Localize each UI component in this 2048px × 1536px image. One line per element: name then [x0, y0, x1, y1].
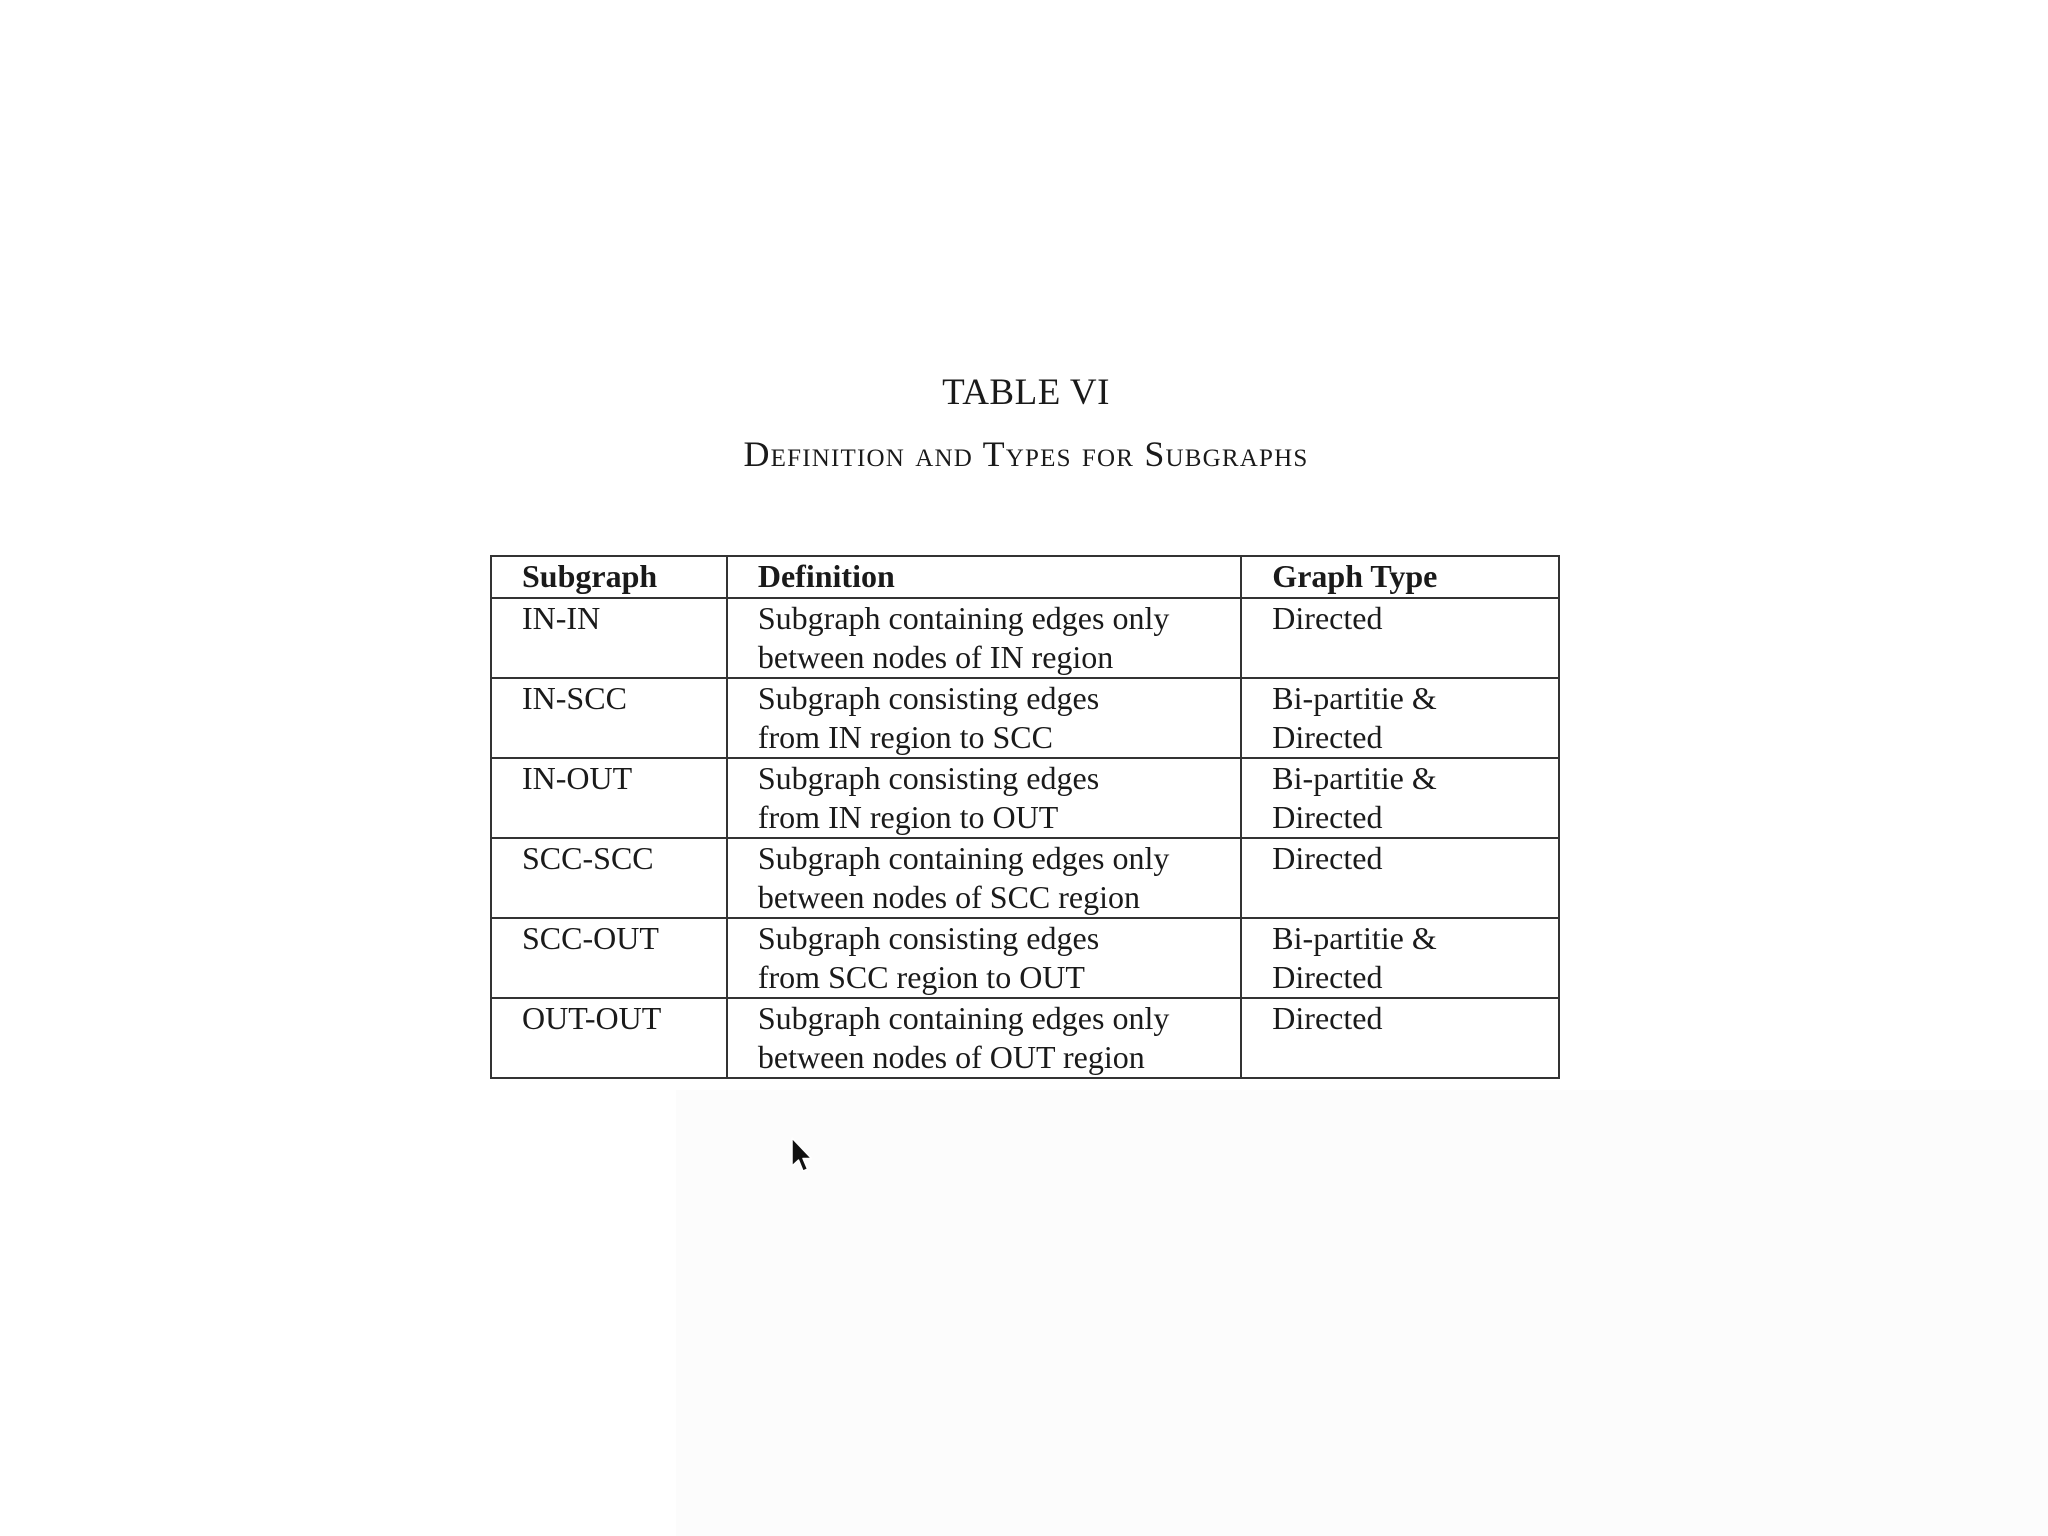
definition-cell — [727, 758, 1241, 838]
graph-type-cell: Directed — [1241, 998, 1559, 1078]
graph-type-cell: Directed — [1241, 598, 1559, 678]
page-background-panel — [676, 1090, 2048, 1536]
table-number: TABLE VI — [942, 372, 1110, 413]
table-row — [491, 758, 1559, 838]
definition-line: Subgraph consisting edges — [757, 760, 1100, 796]
definition-line: Subgraph containing edges only — [757, 1000, 1170, 1036]
mouse-pointer-icon — [790, 1137, 814, 1175]
definition-line: Subgraph containing edges only — [757, 600, 1170, 636]
definition-line: Subgraph containing edges only — [757, 840, 1170, 876]
subgraph-cell: IN-IN — [491, 598, 727, 678]
graph-type-cell: Bi-partitie & Directed — [1241, 678, 1559, 758]
table-caption: Definition and Types for Subgraphs — [743, 434, 1309, 474]
graph-type-cell: Directed — [1241, 838, 1559, 918]
column-header-graph-type: Graph Type — [1241, 556, 1559, 598]
subgraph-cell: IN-OUT — [491, 758, 727, 838]
definition-cell — [727, 838, 1241, 918]
graph-type-cell: Bi-partitie & Directed — [1241, 758, 1559, 838]
definition-cell — [727, 678, 1241, 758]
table-row — [491, 678, 1559, 758]
definition-cell — [727, 598, 1241, 678]
graph-type-cell: Bi-partitie & Directed — [1241, 918, 1559, 998]
definition-cell — [727, 998, 1241, 1078]
definition-line: from IN region to SCC — [757, 719, 1053, 755]
definition-line: between nodes of IN region — [757, 639, 1114, 675]
definition-line: Subgraph consisting edges — [757, 680, 1100, 716]
subgraph-table — [490, 555, 1560, 1079]
definition-line: from IN region to OUT — [757, 799, 1059, 835]
subgraph-cell: OUT-OUT — [491, 998, 727, 1078]
definition-line: from SCC region to OUT — [757, 959, 1085, 995]
definition-line: Subgraph consisting edges — [757, 920, 1100, 956]
definition-line: between nodes of OUT region — [757, 1039, 1145, 1075]
definition-cell — [727, 918, 1241, 998]
column-header-subgraph: Subgraph — [491, 556, 727, 598]
table-row — [491, 838, 1559, 918]
definition-line: between nodes of SCC region — [757, 879, 1141, 915]
table-header-row — [491, 556, 1559, 598]
table-row — [491, 598, 1559, 678]
subgraph-cell: IN-SCC — [491, 678, 727, 758]
column-header-definition: Definition — [727, 556, 1241, 598]
table-row — [491, 918, 1559, 998]
subgraph-cell: SCC-SCC — [491, 838, 727, 918]
table-row — [491, 998, 1559, 1078]
subgraph-cell: SCC-OUT — [491, 918, 727, 998]
